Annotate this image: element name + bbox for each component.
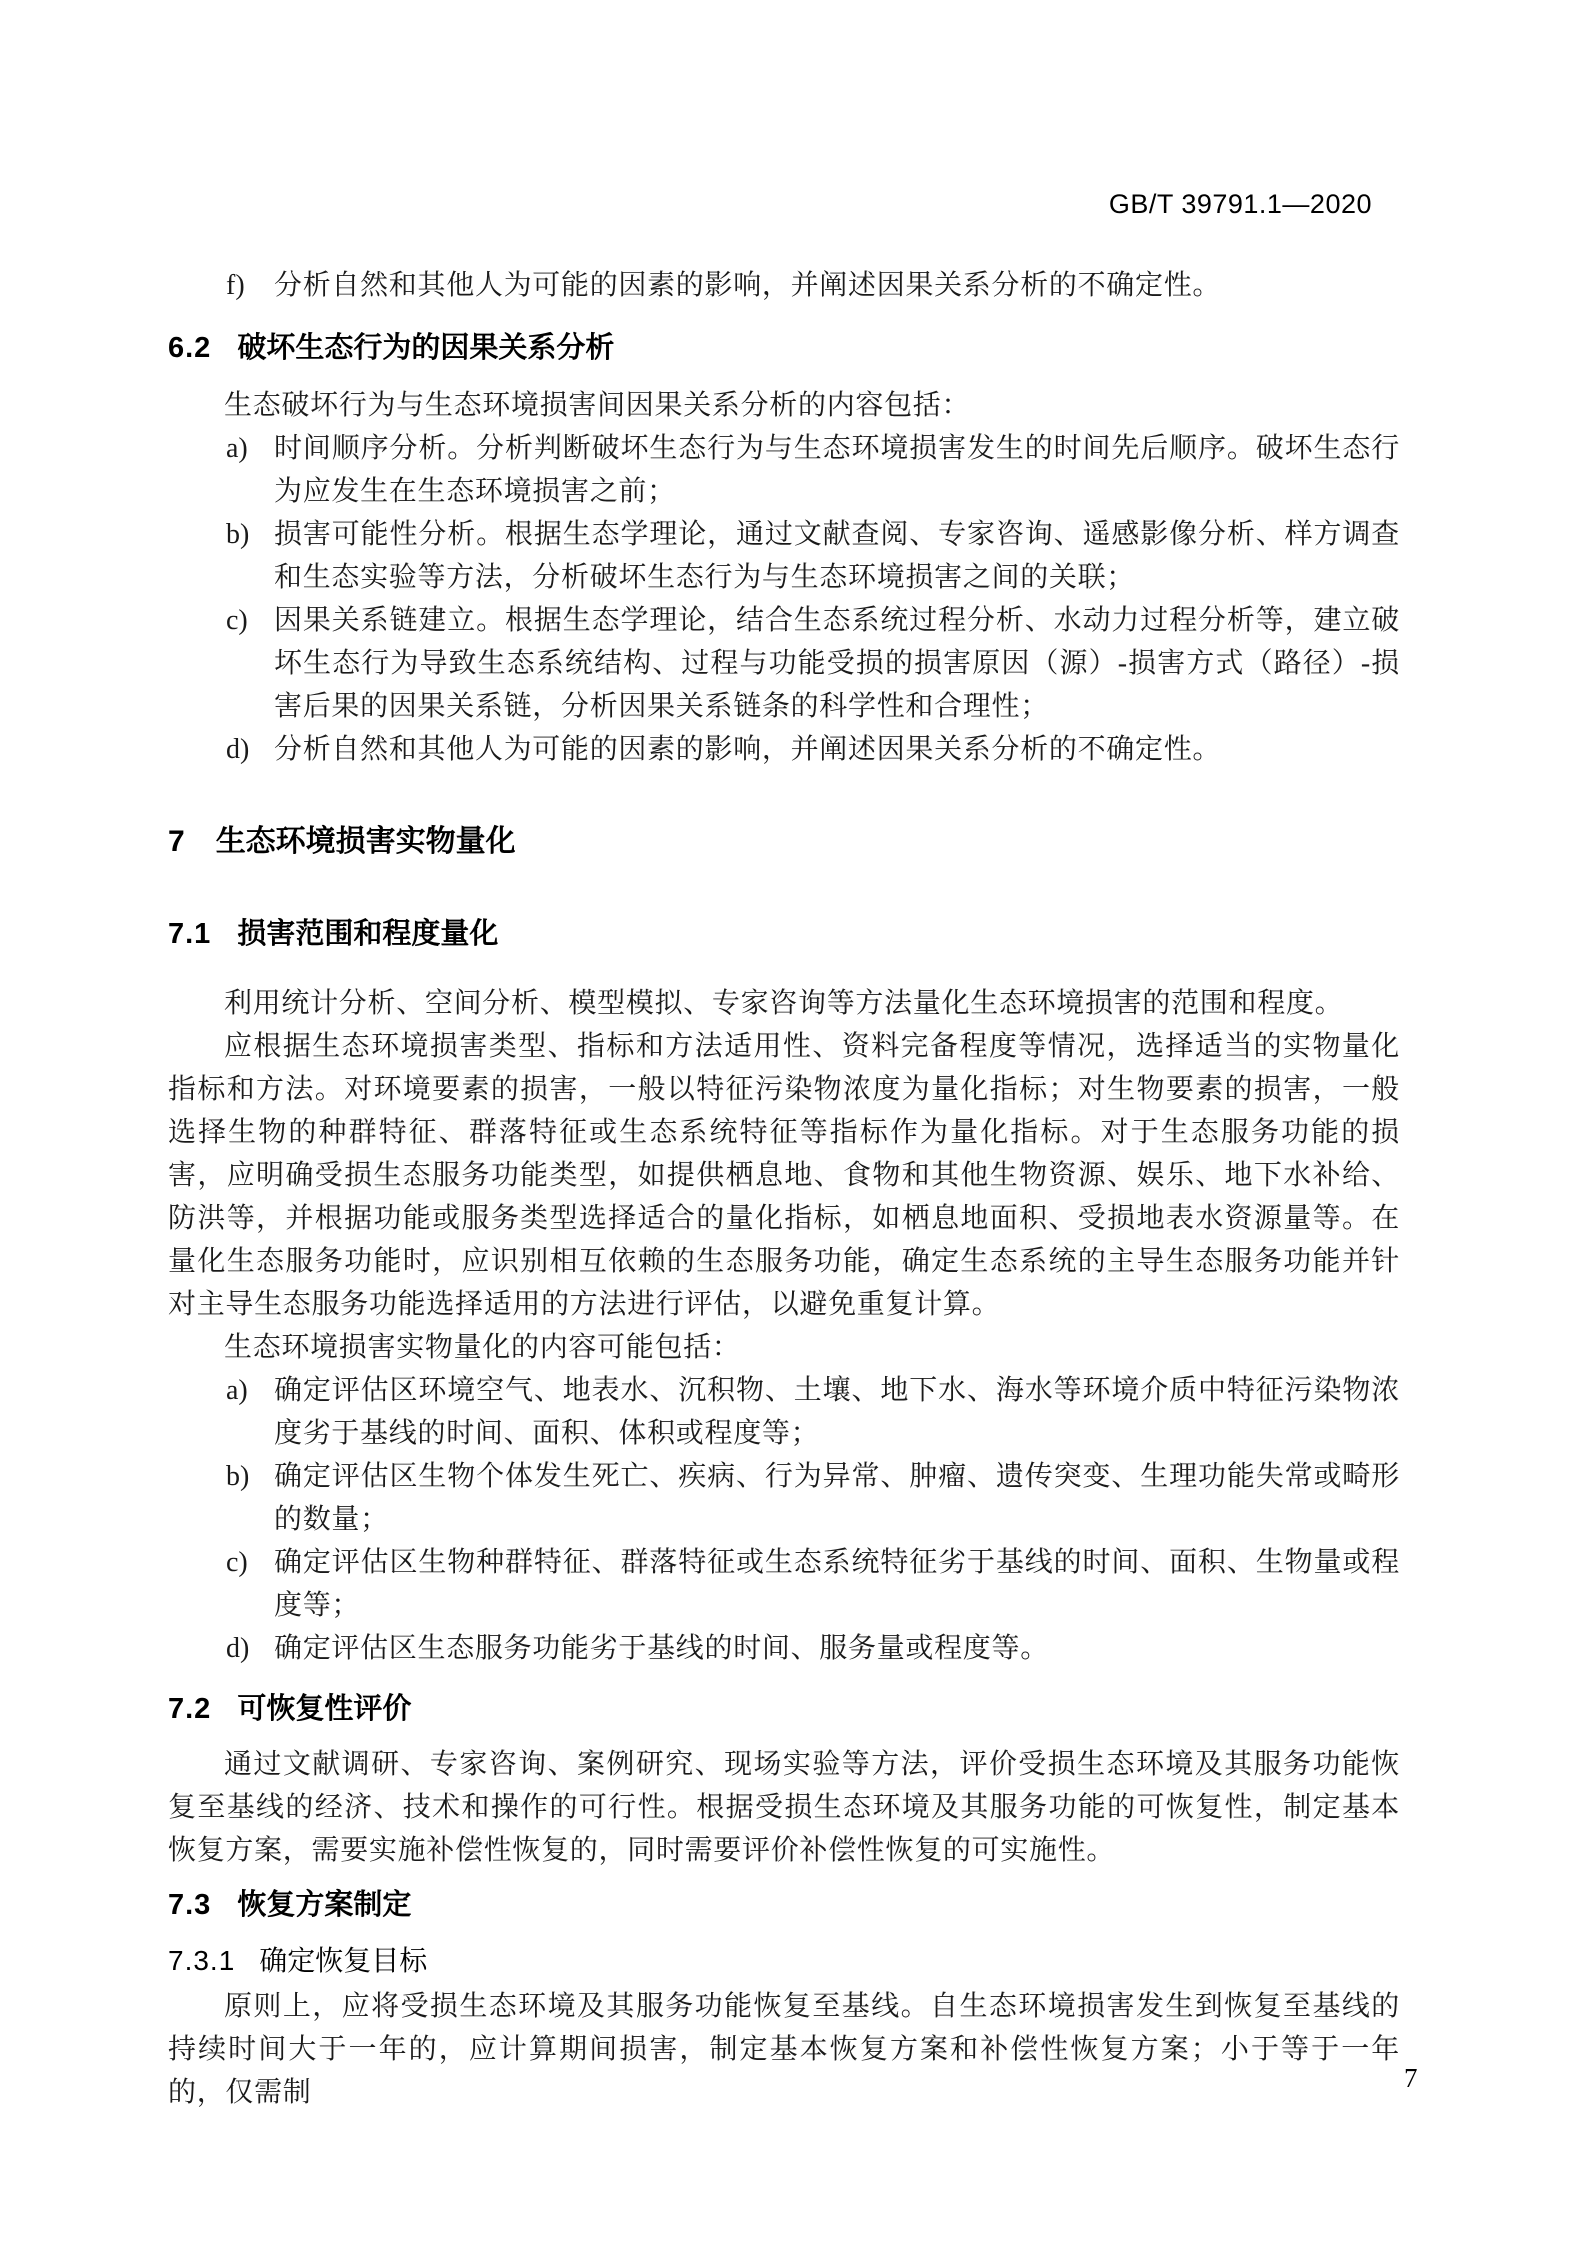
clause-7-1-heading bbox=[168, 913, 1400, 956]
list-item-text: 因果关系链建立。根据生态学理论，结合生态系统过程分析、水动力过程分析等，建立破坏生态行为导致生态系统结构、过程与功能受损的损害原因（源）-损害方式（路径）-损害后果的因果关系链，分析因果关系链条的科学性和合理性； bbox=[274, 605, 1400, 722]
clause-number: 7.3.1 bbox=[168, 1945, 236, 1976]
list-marker: d) bbox=[226, 1633, 250, 1664]
list-item-text: 确定评估区生物种群特征、群落特征或生态系统特征劣于基线的时间、面积、生物量或程度等； bbox=[274, 1547, 1400, 1621]
list-item-text: 确定评估区生物个体发生死亡、疾病、行为异常、肿瘤、遗传突变、生理功能失常或畸形的数量； bbox=[274, 1461, 1400, 1535]
clause-number: 7.2 bbox=[168, 1693, 212, 1725]
list-item-text: 确定评估区环境空气、地表水、沉积物、土壤、地下水、海水等环境介质中特征污染物浓度劣于基线的时间、面积、体积或程度等； bbox=[274, 1375, 1400, 1449]
clause-7-1-paragraph-1: 利用统计分析、空间分析、模型模拟、专家咨询等方法量化生态环境损害的范围和程度。 bbox=[224, 988, 1344, 1019]
clause-title: 恢复方案制定 bbox=[237, 1889, 412, 1921]
clause-title: 确定恢复目标 bbox=[259, 1946, 428, 1977]
list-item-c bbox=[168, 599, 1400, 728]
clause-number: 7 bbox=[168, 825, 186, 858]
list-item-d bbox=[168, 728, 1400, 771]
list-item-text: 分析自然和其他人为可能的因素的影响，并阐述因果关系分析的不确定性。 bbox=[274, 734, 1222, 765]
clause-7-3-heading bbox=[168, 1884, 1400, 1927]
list-item-text: 分析自然和其他人为可能的因素的影响，并阐述因果关系分析的不确定性。 bbox=[274, 270, 1222, 301]
clause-number: 7.3 bbox=[168, 1889, 212, 1921]
list-marker: b) bbox=[226, 1461, 250, 1492]
page-number: 7 bbox=[1404, 2063, 1418, 2093]
list-item-text: 损害可能性分析。根据生态学理论，通过文献查阅、专家咨询、遥感影像分析、样方调查和生态实验等方法，分析破坏生态行为与生态环境损害之间的关联； bbox=[274, 519, 1400, 593]
list-marker: a) bbox=[226, 1375, 248, 1406]
list-marker: f) bbox=[226, 270, 245, 301]
clause-7-3-1-paragraph: 原则上，应将受损生态环境及其服务功能恢复至基线。自生态环境损害发生到恢复至基线的持续时间大于一年的，应计算期间损害，制定基本恢复方案和补偿性恢复方案；小于等于一年的，仅需制 bbox=[168, 1991, 1400, 2108]
clause-title: 破坏生态行为的因果关系分析 bbox=[237, 332, 615, 364]
list-item-b bbox=[168, 513, 1400, 599]
list-item-f bbox=[168, 264, 1400, 307]
clause-7-2-heading bbox=[168, 1688, 1400, 1731]
list-marker: d) bbox=[226, 734, 250, 765]
clause-title: 可恢复性评价 bbox=[237, 1693, 412, 1725]
clause-6-2-intro: 生态破坏行为与生态环境损害间因果关系分析的内容包括： bbox=[224, 390, 971, 421]
clause-title: 生态环境损害实物量化 bbox=[215, 825, 516, 858]
clause-6-2-heading bbox=[168, 327, 1400, 370]
list-marker: c) bbox=[226, 1547, 248, 1578]
running-header bbox=[168, 190, 1400, 218]
list-marker: b) bbox=[226, 519, 250, 550]
list-item-a bbox=[168, 427, 1400, 513]
clause-number: 6.2 bbox=[168, 332, 212, 364]
clause-title: 损害范围和程度量化 bbox=[237, 918, 499, 950]
list-item-d bbox=[168, 1627, 1400, 1670]
list-item-a bbox=[168, 1369, 1400, 1455]
clause-7-heading bbox=[168, 819, 1400, 865]
clause-7-2-paragraph: 通过文献调研、专家咨询、案例研究、现场实验等方法，评价受损生态环境及其服务功能恢复至基线的经济、技术和操作的可行性。根据受损生态环境及其服务功能的可恢复性，制定基本恢复方案，需要实施补偿性恢复的，同时需要评价补偿性恢复的可实施性。 bbox=[168, 1749, 1400, 1866]
page-content bbox=[168, 190, 1400, 2114]
list-marker: a) bbox=[226, 433, 248, 464]
list-marker: c) bbox=[226, 605, 248, 636]
clause-7-1-list-intro: 生态环境损害实物量化的内容可能包括： bbox=[224, 1332, 741, 1363]
clause-number: 7.1 bbox=[168, 918, 212, 950]
list-item-text: 时间顺序分析。分析判断破坏生态行为与生态环境损害发生的时间先后顺序。破坏生态行为应发生在生态环境损害之前； bbox=[274, 433, 1400, 507]
list-item-text: 确定评估区生态服务功能劣于基线的时间、服务量或程度等。 bbox=[274, 1633, 1049, 1664]
list-item-c bbox=[168, 1541, 1400, 1627]
standard-code: GB/T 39791.1—2020 bbox=[1108, 189, 1372, 219]
list-item-b bbox=[168, 1455, 1400, 1541]
clause-7-3-1-heading bbox=[168, 1939, 1400, 1983]
clause-7-1-paragraph-2: 应根据生态环境损害类型、指标和方法适用性、资料完备程度等情况，选择适当的实物量化指标和方法。对环境要素的损害，一般以特征污染物浓度为量化指标；对生物要素的损害，一般选择生物的种群特征、群落特征或生态系统特征等指标作为量化指标。对于生态服务功能的损害，应明确受损生态服务功能类型，如提供栖息地、食物和其他生物资源、娱乐、地下水补给、防洪等，并根据功能或服务类型选择适合的量化指标，如栖息地面积、受损地表水资源量等。在量化生态服务功能时，应识别相互依赖的生态服务功能，确定生态系统的主导生态服务功能并针对主导生态服务功能选择适用的方法进行评估，以避免重复计算。 bbox=[168, 1031, 1400, 1320]
